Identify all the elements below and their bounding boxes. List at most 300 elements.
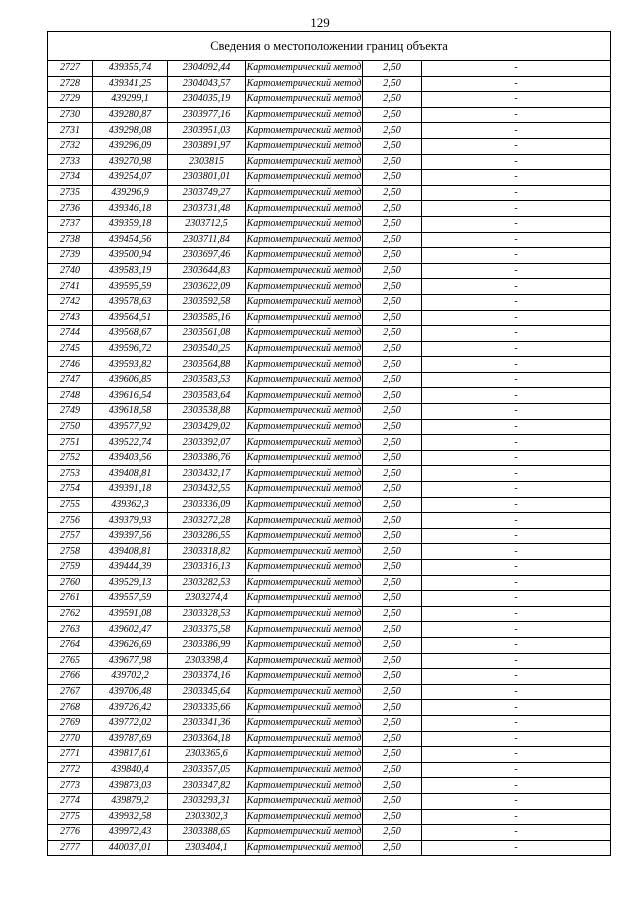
point-number-cell: 2751 (48, 435, 93, 451)
accuracy-cell: 2,50 (363, 778, 422, 794)
method-cell: Картометрический метод (246, 61, 363, 77)
method-cell: Картометрический метод (246, 560, 363, 576)
y-coordinate-cell: 2304043,57 (168, 76, 246, 92)
description-cell: - (422, 622, 611, 638)
method-cell: Картометрический метод (246, 793, 363, 809)
y-coordinate-cell: 2303282,53 (168, 575, 246, 591)
y-coordinate-cell: 2303286,55 (168, 528, 246, 544)
method-cell: Картометрический метод (246, 357, 363, 373)
description-cell: - (422, 310, 611, 326)
description-cell: - (422, 76, 611, 92)
table-row (48, 622, 611, 638)
description-cell: - (422, 404, 611, 420)
y-coordinate-cell: 2303977,16 (168, 107, 246, 123)
y-coordinate-cell: 2303592,58 (168, 294, 246, 310)
y-coordinate-cell: 2303815 (168, 154, 246, 170)
method-cell: Картометрический метод (246, 700, 363, 716)
description-cell: - (422, 497, 611, 513)
x-coordinate-cell: 439873,03 (93, 778, 168, 794)
method-cell: Картометрический метод (246, 669, 363, 685)
point-number-cell: 2739 (48, 248, 93, 264)
y-coordinate-cell: 2303302,3 (168, 809, 246, 825)
x-coordinate-cell: 439702,2 (93, 669, 168, 685)
accuracy-cell: 2,50 (363, 310, 422, 326)
method-cell: Картометрический метод (246, 294, 363, 310)
description-cell: - (422, 669, 611, 685)
method-cell: Картометрический метод (246, 637, 363, 653)
accuracy-cell: 2,50 (363, 372, 422, 388)
description-cell: - (422, 419, 611, 435)
method-cell: Картометрический метод (246, 185, 363, 201)
accuracy-cell: 2,50 (363, 326, 422, 342)
description-cell: - (422, 450, 611, 466)
method-cell: Картометрический метод (246, 622, 363, 638)
table-row (48, 248, 611, 264)
point-number-cell: 2760 (48, 575, 93, 591)
point-number-cell: 2748 (48, 388, 93, 404)
method-cell: Картометрический метод (246, 326, 363, 342)
y-coordinate-cell: 2303429,02 (168, 419, 246, 435)
accuracy-cell: 2,50 (363, 201, 422, 217)
y-coordinate-cell: 2303749,27 (168, 185, 246, 201)
description-cell: - (422, 747, 611, 763)
x-coordinate-cell: 439280,87 (93, 107, 168, 123)
x-coordinate-cell: 439626,69 (93, 637, 168, 653)
point-number-cell: 2770 (48, 731, 93, 747)
x-coordinate-cell: 439346,18 (93, 201, 168, 217)
y-coordinate-cell: 2303622,09 (168, 279, 246, 295)
accuracy-cell: 2,50 (363, 809, 422, 825)
method-cell: Картометрический метод (246, 778, 363, 794)
table-row (48, 840, 611, 856)
x-coordinate-cell: 439593,82 (93, 357, 168, 373)
method-cell: Картометрический метод (246, 747, 363, 763)
x-coordinate-cell: 439296,9 (93, 185, 168, 201)
point-number-cell: 2766 (48, 669, 93, 685)
table-row (48, 357, 611, 373)
y-coordinate-cell: 2303583,64 (168, 388, 246, 404)
point-number-cell: 2758 (48, 544, 93, 560)
x-coordinate-cell: 439296,09 (93, 138, 168, 154)
y-coordinate-cell: 2303392,07 (168, 435, 246, 451)
table-row (48, 637, 611, 653)
accuracy-cell: 2,50 (363, 138, 422, 154)
point-number-cell: 2737 (48, 216, 93, 232)
description-cell: - (422, 326, 611, 342)
y-coordinate-cell: 2303564,88 (168, 357, 246, 373)
method-cell: Картометрический метод (246, 731, 363, 747)
method-cell: Картометрический метод (246, 762, 363, 778)
y-coordinate-cell: 2303432,55 (168, 482, 246, 498)
y-coordinate-cell: 2303388,65 (168, 825, 246, 841)
method-cell: Картометрический метод (246, 575, 363, 591)
y-coordinate-cell: 2303951,03 (168, 123, 246, 139)
point-number-cell: 2730 (48, 107, 93, 123)
y-coordinate-cell: 2303375,58 (168, 622, 246, 638)
description-cell: - (422, 154, 611, 170)
table-row (48, 778, 611, 794)
accuracy-cell: 2,50 (363, 560, 422, 576)
y-coordinate-cell: 2303538,88 (168, 404, 246, 420)
point-number-cell: 2734 (48, 170, 93, 186)
y-coordinate-cell: 2303386,76 (168, 450, 246, 466)
method-cell: Картометрический метод (246, 279, 363, 295)
x-coordinate-cell: 439564,51 (93, 310, 168, 326)
y-coordinate-cell: 2303697,46 (168, 248, 246, 264)
description-cell: - (422, 466, 611, 482)
y-coordinate-cell: 2303316,13 (168, 560, 246, 576)
method-cell: Картометрический метод (246, 388, 363, 404)
accuracy-cell: 2,50 (363, 840, 422, 856)
table-row (48, 154, 611, 170)
description-cell: - (422, 185, 611, 201)
table-row (48, 575, 611, 591)
accuracy-cell: 2,50 (363, 279, 422, 295)
accuracy-cell: 2,50 (363, 232, 422, 248)
x-coordinate-cell: 439817,61 (93, 747, 168, 763)
method-cell: Картометрический метод (246, 606, 363, 622)
point-number-cell: 2755 (48, 497, 93, 513)
table-row (48, 747, 611, 763)
point-number-cell: 2736 (48, 201, 93, 217)
table-row (48, 123, 611, 139)
table-row (48, 513, 611, 529)
description-cell: - (422, 482, 611, 498)
method-cell: Картометрический метод (246, 825, 363, 841)
point-number-cell: 2735 (48, 185, 93, 201)
point-number-cell: 2762 (48, 606, 93, 622)
table-row (48, 310, 611, 326)
accuracy-cell: 2,50 (363, 92, 422, 108)
y-coordinate-cell: 2303398,4 (168, 653, 246, 669)
point-number-cell: 2749 (48, 404, 93, 420)
table-row (48, 653, 611, 669)
method-cell: Картометрический метод (246, 715, 363, 731)
point-number-cell: 2728 (48, 76, 93, 92)
method-cell: Картометрический метод (246, 466, 363, 482)
accuracy-cell: 2,50 (363, 357, 422, 373)
y-coordinate-cell: 2303561,08 (168, 326, 246, 342)
point-number-cell: 2731 (48, 123, 93, 139)
x-coordinate-cell: 439972,43 (93, 825, 168, 841)
method-cell: Картометрический метод (246, 154, 363, 170)
table-title-row (48, 32, 611, 61)
x-coordinate-cell: 439355,74 (93, 61, 168, 77)
y-coordinate-cell: 2303364,18 (168, 731, 246, 747)
description-cell: - (422, 232, 611, 248)
y-coordinate-cell: 2304035,19 (168, 92, 246, 108)
description-cell: - (422, 762, 611, 778)
table-row (48, 170, 611, 186)
x-coordinate-cell: 439359,18 (93, 216, 168, 232)
x-coordinate-cell: 439677,98 (93, 653, 168, 669)
accuracy-cell: 2,50 (363, 513, 422, 529)
accuracy-cell: 2,50 (363, 700, 422, 716)
table-row (48, 731, 611, 747)
x-coordinate-cell: 439408,81 (93, 544, 168, 560)
description-cell: - (422, 528, 611, 544)
description-cell: - (422, 123, 611, 139)
description-cell: - (422, 684, 611, 700)
x-coordinate-cell: 439606,85 (93, 372, 168, 388)
table-row (48, 294, 611, 310)
x-coordinate-cell: 439583,19 (93, 263, 168, 279)
method-cell: Картометрический метод (246, 123, 363, 139)
table-row (48, 435, 611, 451)
x-coordinate-cell: 439397,56 (93, 528, 168, 544)
accuracy-cell: 2,50 (363, 669, 422, 685)
x-coordinate-cell: 439408,81 (93, 466, 168, 482)
description-cell: - (422, 809, 611, 825)
description-cell: - (422, 715, 611, 731)
table-row (48, 61, 611, 77)
accuracy-cell: 2,50 (363, 450, 422, 466)
accuracy-cell: 2,50 (363, 170, 422, 186)
description-cell: - (422, 372, 611, 388)
table-row (48, 591, 611, 607)
x-coordinate-cell: 439596,72 (93, 341, 168, 357)
accuracy-cell: 2,50 (363, 107, 422, 123)
point-number-cell: 2765 (48, 653, 93, 669)
table-row (48, 466, 611, 482)
point-number-cell: 2769 (48, 715, 93, 731)
table-row (48, 279, 611, 295)
description-cell: - (422, 248, 611, 264)
table-row (48, 560, 611, 576)
y-coordinate-cell: 2303540,25 (168, 341, 246, 357)
description-cell: - (422, 544, 611, 560)
accuracy-cell: 2,50 (363, 747, 422, 763)
y-coordinate-cell: 2303272,28 (168, 513, 246, 529)
y-coordinate-cell: 2303585,16 (168, 310, 246, 326)
point-number-cell: 2744 (48, 326, 93, 342)
method-cell: Картометрический метод (246, 482, 363, 498)
method-cell: Картометрический метод (246, 138, 363, 154)
description-cell: - (422, 560, 611, 576)
method-cell: Картометрический метод (246, 544, 363, 560)
description-cell: - (422, 341, 611, 357)
table-row (48, 107, 611, 123)
x-coordinate-cell: 439500,94 (93, 248, 168, 264)
accuracy-cell: 2,50 (363, 793, 422, 809)
y-coordinate-cell: 2303318,82 (168, 544, 246, 560)
x-coordinate-cell: 439787,69 (93, 731, 168, 747)
point-number-cell: 2742 (48, 294, 93, 310)
method-cell: Картометрический метод (246, 216, 363, 232)
description-cell: - (422, 513, 611, 529)
x-coordinate-cell: 439403,56 (93, 450, 168, 466)
table-row (48, 606, 611, 622)
description-cell: - (422, 170, 611, 186)
accuracy-cell: 2,50 (363, 248, 422, 264)
table-row (48, 201, 611, 217)
point-number-cell: 2743 (48, 310, 93, 326)
table-row (48, 809, 611, 825)
accuracy-cell: 2,50 (363, 61, 422, 77)
method-cell: Картометрический метод (246, 684, 363, 700)
accuracy-cell: 2,50 (363, 653, 422, 669)
y-coordinate-cell: 2303374,16 (168, 669, 246, 685)
description-cell: - (422, 201, 611, 217)
y-coordinate-cell: 2303731,48 (168, 201, 246, 217)
accuracy-cell: 2,50 (363, 435, 422, 451)
x-coordinate-cell: 440037,01 (93, 840, 168, 856)
point-number-cell: 2732 (48, 138, 93, 154)
x-coordinate-cell: 439444,39 (93, 560, 168, 576)
table-row (48, 232, 611, 248)
description-cell: - (422, 825, 611, 841)
point-number-cell: 2776 (48, 825, 93, 841)
x-coordinate-cell: 439522,74 (93, 435, 168, 451)
accuracy-cell: 2,50 (363, 762, 422, 778)
table-row (48, 419, 611, 435)
table-row (48, 793, 611, 809)
method-cell: Картометрический метод (246, 372, 363, 388)
point-number-cell: 2773 (48, 778, 93, 794)
x-coordinate-cell: 439362,3 (93, 497, 168, 513)
method-cell: Картометрический метод (246, 513, 363, 529)
table-row (48, 92, 611, 108)
point-number-cell: 2747 (48, 372, 93, 388)
method-cell: Картометрический метод (246, 809, 363, 825)
table-row (48, 762, 611, 778)
y-coordinate-cell: 2303583,53 (168, 372, 246, 388)
table-row (48, 700, 611, 716)
method-cell: Картометрический метод (246, 232, 363, 248)
x-coordinate-cell: 439454,56 (93, 232, 168, 248)
x-coordinate-cell: 439379,93 (93, 513, 168, 529)
x-coordinate-cell: 439602,47 (93, 622, 168, 638)
point-number-cell: 2772 (48, 762, 93, 778)
method-cell: Картометрический метод (246, 341, 363, 357)
accuracy-cell: 2,50 (363, 528, 422, 544)
accuracy-cell: 2,50 (363, 404, 422, 420)
y-coordinate-cell: 2303386,99 (168, 637, 246, 653)
y-coordinate-cell: 2303357,05 (168, 762, 246, 778)
point-number-cell: 2745 (48, 341, 93, 357)
table-row (48, 388, 611, 404)
y-coordinate-cell: 2303336,09 (168, 497, 246, 513)
y-coordinate-cell: 2303328,53 (168, 606, 246, 622)
description-cell: - (422, 700, 611, 716)
table-row (48, 497, 611, 513)
table-row (48, 482, 611, 498)
table-row (48, 669, 611, 685)
table-row (48, 185, 611, 201)
accuracy-cell: 2,50 (363, 637, 422, 653)
point-number-cell: 2775 (48, 809, 93, 825)
point-number-cell: 2768 (48, 700, 93, 716)
x-coordinate-cell: 439618,58 (93, 404, 168, 420)
x-coordinate-cell: 439840,4 (93, 762, 168, 778)
description-cell: - (422, 575, 611, 591)
point-number-cell: 2777 (48, 840, 93, 856)
table-row (48, 404, 611, 420)
method-cell: Картометрический метод (246, 435, 363, 451)
point-number-cell: 2727 (48, 61, 93, 77)
method-cell: Картометрический метод (246, 653, 363, 669)
table-row (48, 372, 611, 388)
boundary-coordinates-table (47, 31, 611, 856)
y-coordinate-cell: 2303293,31 (168, 793, 246, 809)
description-cell: - (422, 263, 611, 279)
x-coordinate-cell: 439299,1 (93, 92, 168, 108)
description-cell: - (422, 107, 611, 123)
accuracy-cell: 2,50 (363, 154, 422, 170)
x-coordinate-cell: 439591,08 (93, 606, 168, 622)
y-coordinate-cell: 2304092,44 (168, 61, 246, 77)
description-cell: - (422, 357, 611, 373)
table-row (48, 528, 611, 544)
y-coordinate-cell: 2303711,84 (168, 232, 246, 248)
description-cell: - (422, 591, 611, 607)
description-cell: - (422, 778, 611, 794)
accuracy-cell: 2,50 (363, 123, 422, 139)
accuracy-cell: 2,50 (363, 482, 422, 498)
point-number-cell: 2759 (48, 560, 93, 576)
x-coordinate-cell: 439557,59 (93, 591, 168, 607)
accuracy-cell: 2,50 (363, 575, 422, 591)
method-cell: Картометрический метод (246, 528, 363, 544)
description-cell: - (422, 294, 611, 310)
description-cell: - (422, 61, 611, 77)
y-coordinate-cell: 2303335,66 (168, 700, 246, 716)
x-coordinate-cell: 439706,48 (93, 684, 168, 700)
y-coordinate-cell: 2303404,1 (168, 840, 246, 856)
point-number-cell: 2774 (48, 793, 93, 809)
point-number-cell: 2750 (48, 419, 93, 435)
method-cell: Картометрический метод (246, 201, 363, 217)
table-row (48, 715, 611, 731)
y-coordinate-cell: 2303801,01 (168, 170, 246, 186)
table-row (48, 825, 611, 841)
accuracy-cell: 2,50 (363, 715, 422, 731)
point-number-cell: 2738 (48, 232, 93, 248)
x-coordinate-cell: 439391,18 (93, 482, 168, 498)
x-coordinate-cell: 439772,02 (93, 715, 168, 731)
method-cell: Картометрический метод (246, 591, 363, 607)
point-number-cell: 2740 (48, 263, 93, 279)
accuracy-cell: 2,50 (363, 544, 422, 560)
description-cell: - (422, 388, 611, 404)
x-coordinate-cell: 439568,67 (93, 326, 168, 342)
description-cell: - (422, 435, 611, 451)
table-row (48, 341, 611, 357)
accuracy-cell: 2,50 (363, 185, 422, 201)
description-cell: - (422, 92, 611, 108)
method-cell: Картометрический метод (246, 497, 363, 513)
point-number-cell: 2753 (48, 466, 93, 482)
point-number-cell: 2752 (48, 450, 93, 466)
method-cell: Картометрический метод (246, 840, 363, 856)
method-cell: Картометрический метод (246, 450, 363, 466)
point-number-cell: 2741 (48, 279, 93, 295)
point-number-cell: 2756 (48, 513, 93, 529)
point-number-cell: 2729 (48, 92, 93, 108)
method-cell: Картометрический метод (246, 310, 363, 326)
accuracy-cell: 2,50 (363, 622, 422, 638)
x-coordinate-cell: 439270,98 (93, 154, 168, 170)
y-coordinate-cell: 2303432,17 (168, 466, 246, 482)
accuracy-cell: 2,50 (363, 76, 422, 92)
point-number-cell: 2757 (48, 528, 93, 544)
table-row (48, 684, 611, 700)
description-cell: - (422, 606, 611, 622)
x-coordinate-cell: 439726,42 (93, 700, 168, 716)
method-cell: Картометрический метод (246, 76, 363, 92)
method-cell: Картометрический метод (246, 404, 363, 420)
description-cell: - (422, 731, 611, 747)
